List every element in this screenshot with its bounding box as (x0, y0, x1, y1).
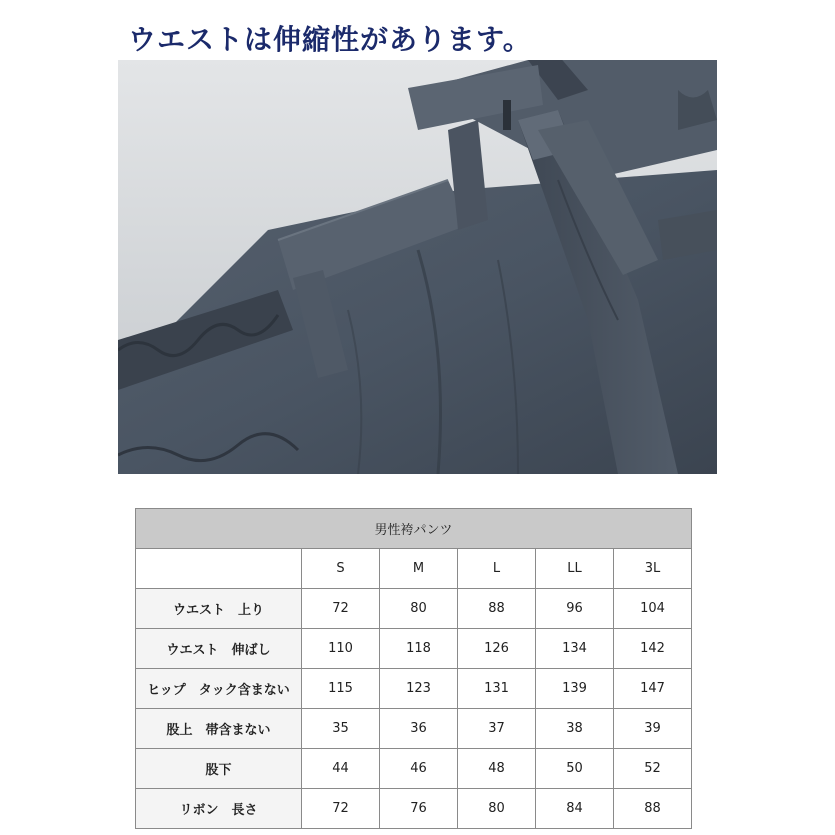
cell-value: 88 (458, 589, 536, 629)
cell-value: 44 (302, 749, 380, 789)
row-label: 股上 帯含まない (136, 709, 302, 749)
cell-value: 52 (614, 749, 692, 789)
row-label: リボン 長さ (136, 789, 302, 829)
headline: ウエストは伸縮性があります。 (128, 23, 532, 56)
size-chart (135, 508, 692, 829)
table-row (136, 789, 692, 829)
cell-value: 36 (380, 709, 458, 749)
table-row (136, 589, 692, 629)
size-header-l: L (458, 549, 536, 589)
table-row (136, 669, 692, 709)
row-label: ヒップ タック含まない (136, 669, 302, 709)
cell-value: 88 (614, 789, 692, 829)
row-label: ウエスト 伸ばし (136, 629, 302, 669)
cell-value: 104 (614, 589, 692, 629)
size-header-s: S (302, 549, 380, 589)
cell-value: 38 (536, 709, 614, 749)
size-header-3l: 3L (614, 549, 692, 589)
cell-value: 50 (536, 749, 614, 789)
cell-value: 48 (458, 749, 536, 789)
hakama-waist-photo-icon (118, 60, 717, 474)
cell-value: 72 (302, 589, 380, 629)
size-chart-title: 男性袴パンツ (136, 509, 692, 549)
cell-value: 123 (380, 669, 458, 709)
row-label: ウエスト 上り (136, 589, 302, 629)
cell-value: 39 (614, 709, 692, 749)
cell-value: 139 (536, 669, 614, 709)
cell-value: 80 (458, 789, 536, 829)
cell-value: 126 (458, 629, 536, 669)
cell-value: 118 (380, 629, 458, 669)
table-row (136, 709, 692, 749)
table-row (136, 629, 692, 669)
cell-value: 147 (614, 669, 692, 709)
size-header-m: M (380, 549, 458, 589)
cell-value: 110 (302, 629, 380, 669)
cell-value: 96 (536, 589, 614, 629)
header-blank-cell (136, 549, 302, 589)
table-row (136, 749, 692, 789)
size-header-ll: LL (536, 549, 614, 589)
cell-value: 142 (614, 629, 692, 669)
cell-value: 37 (458, 709, 536, 749)
row-label: 股下 (136, 749, 302, 789)
cell-value: 76 (380, 789, 458, 829)
cell-value: 46 (380, 749, 458, 789)
cell-value: 134 (536, 629, 614, 669)
cell-value: 72 (302, 789, 380, 829)
product-photo (118, 60, 717, 474)
size-header-row (136, 549, 692, 589)
cell-value: 84 (536, 789, 614, 829)
cell-value: 35 (302, 709, 380, 749)
cell-value: 80 (380, 589, 458, 629)
cell-value: 115 (302, 669, 380, 709)
cell-value: 131 (458, 669, 536, 709)
